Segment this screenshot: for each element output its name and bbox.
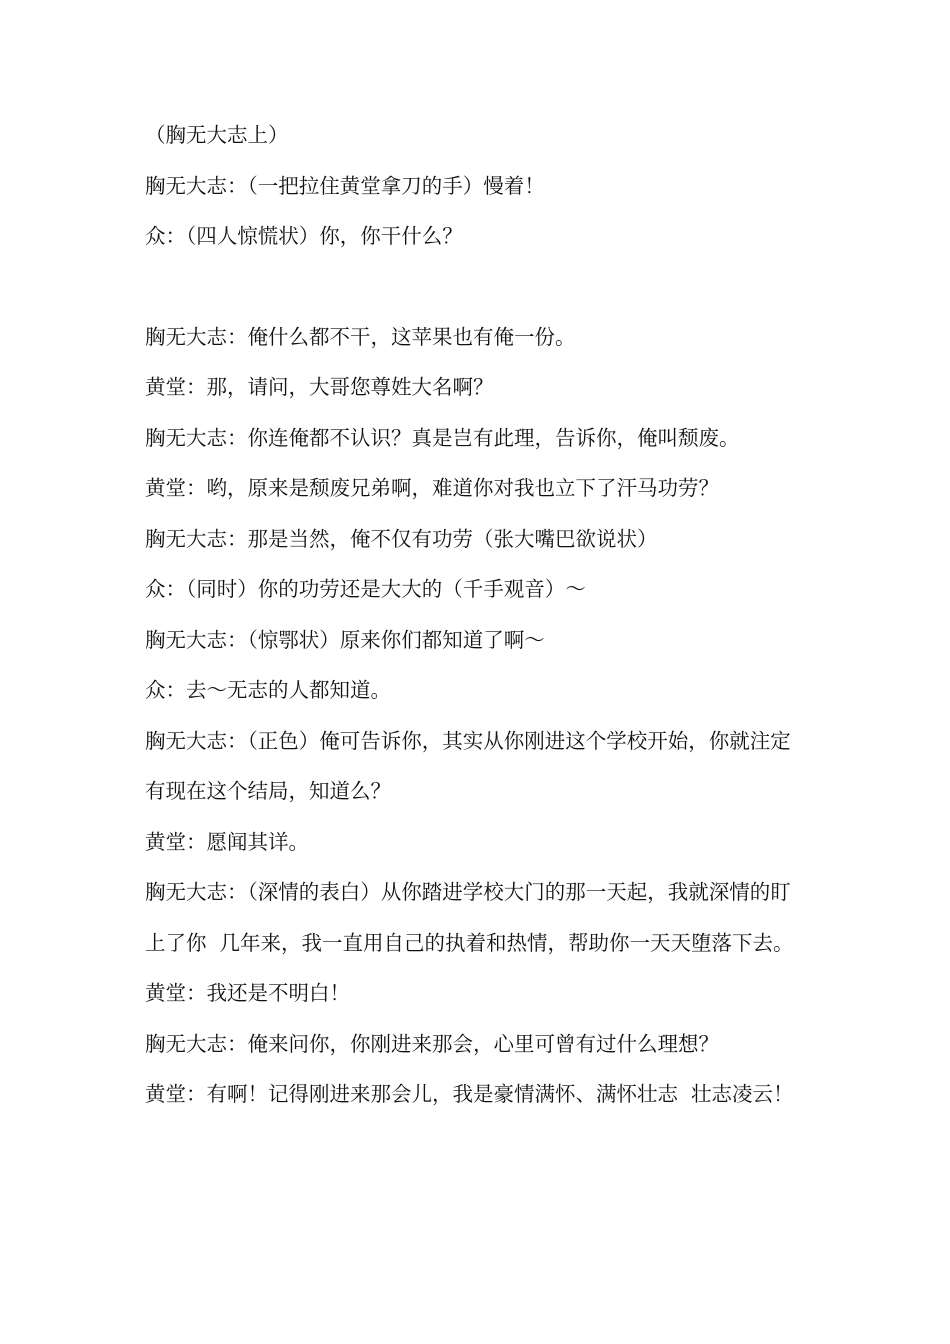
dialogue-line: 胸无大志：（一把拉住黄堂拿刀的手）慢着！	[145, 173, 545, 198]
dialogue-line: 黄堂：那，请问，大哥您尊姓大名啊？	[145, 375, 494, 399]
dialogue-line: 众：去～无志的人都知道。	[145, 678, 391, 702]
dialogue-line: 胸无大志：那是当然，俺不仅有功劳（张大嘴巴欲说状）	[145, 526, 658, 551]
dialogue-line: 黄堂：有啊！记得刚进来那会儿，我是豪情满怀、满怀壮志 壮志凌云！	[145, 1082, 794, 1106]
dialogue-line: 胸无大志：俺什么都不干，这苹果也有俺一份。	[145, 324, 576, 349]
script-text-body	[145, 110, 810, 1120]
dialogue-line: 黄堂：愿闻其详。	[145, 829, 309, 854]
dialogue-line: 胸无大志：（正色）俺可告诉你，其实从你刚进这个学校开始，你就注定有现在这个结局，知道么？	[145, 728, 791, 803]
dialogue-line: 胸无大志：俺来问你，你刚进来那会，心里可曾有过什么理想？	[145, 1031, 719, 1056]
blank-line	[145, 262, 810, 312]
stage-direction: （胸无大志上）	[145, 123, 289, 147]
dialogue-line: 黄堂：哟，原来是颓废兄弟啊，难道你对我也立下了汗马功劳？	[145, 476, 719, 500]
dialogue-line: 胸无大志：（深情的表白）从你踏进学校大门的那一天起，我就深情的盯上了你 几年来，我一直用自己的执着和热情，帮助你一天天堕落下去。	[145, 880, 794, 955]
dialogue-line: 胸无大志：（惊鄂状）原来你们都知道了啊～	[145, 627, 545, 652]
dialogue-line: 众：（四人惊慌状）你，你干什么？	[145, 224, 463, 248]
dialogue-line: 胸无大志：你连俺都不认识？真是岂有此理，告诉你，俺叫颓废。	[145, 425, 740, 450]
dialogue-line: 黄堂：我还是不明白！	[145, 981, 350, 1005]
dialogue-line: 众：（同时）你的功劳还是大大的（千手观音）～	[145, 577, 586, 601]
